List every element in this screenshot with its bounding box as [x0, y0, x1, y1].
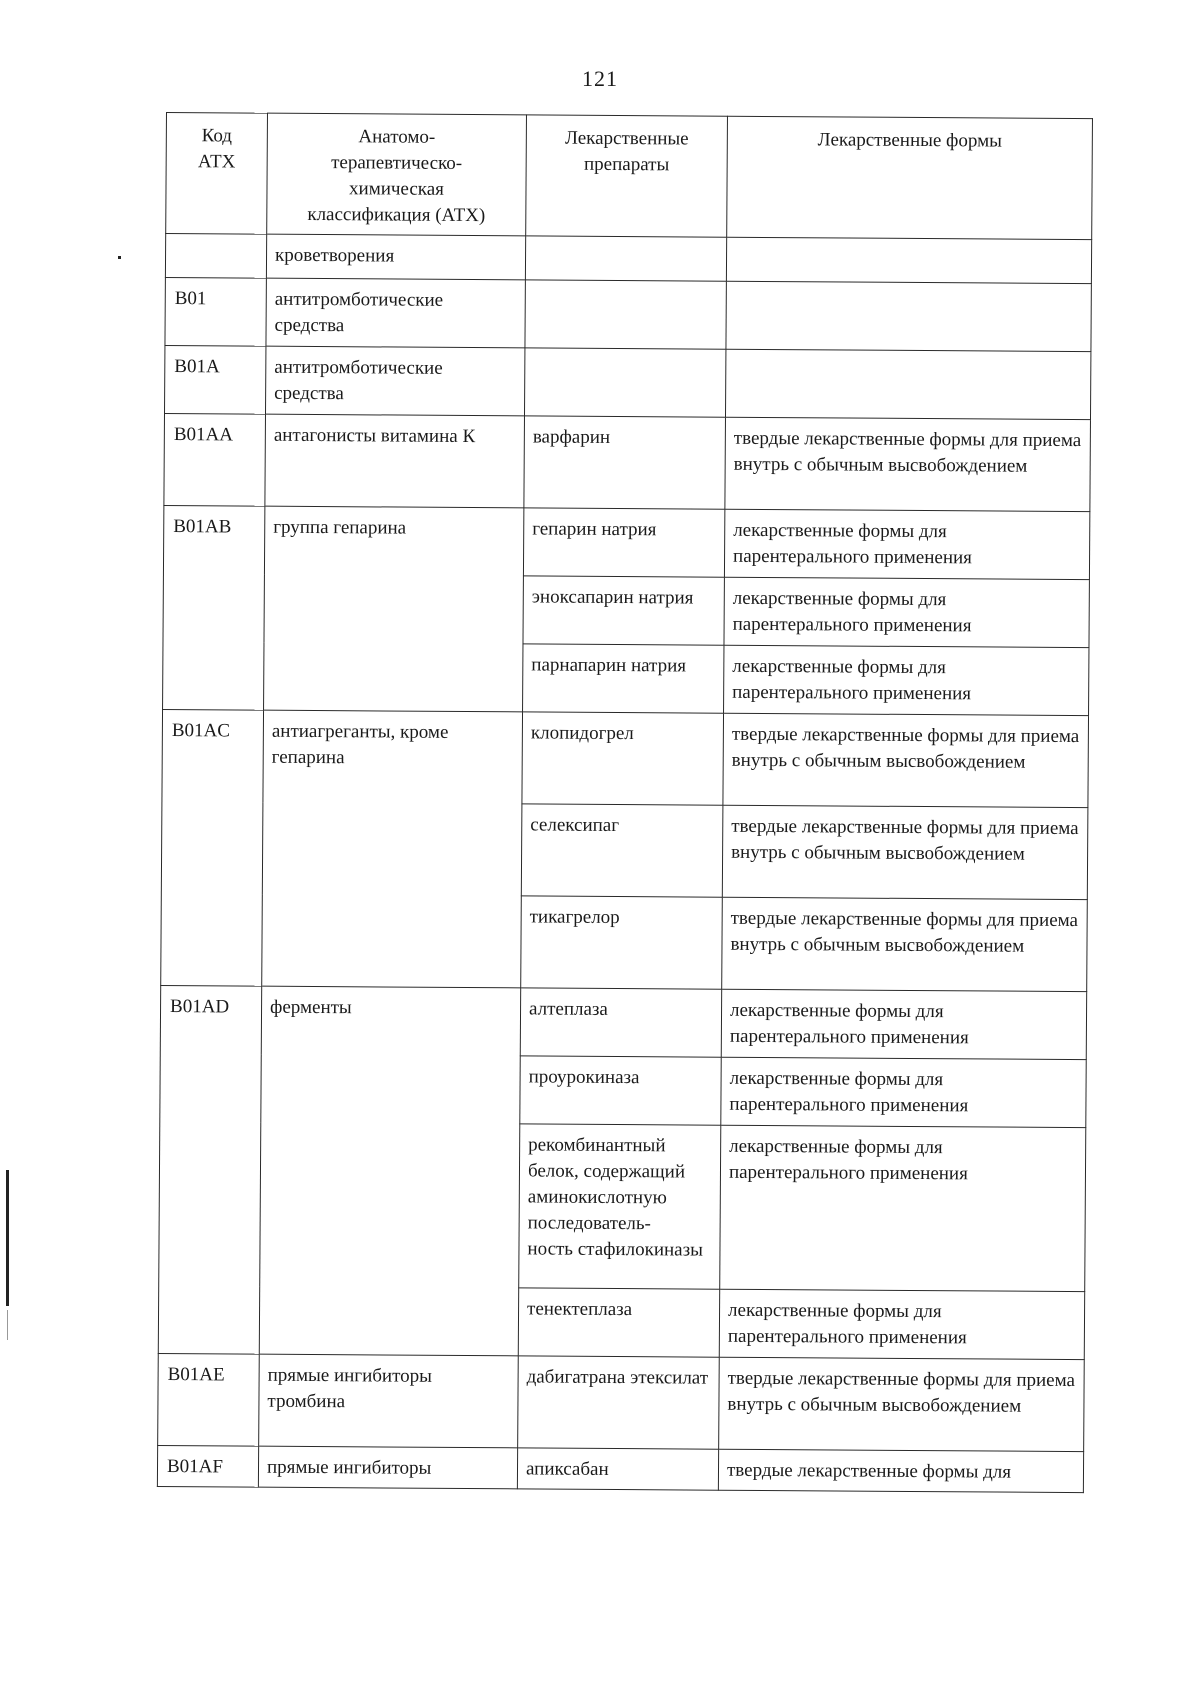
- dosage-form-cell: лекарственные формы для парентерального применения: [724, 577, 1089, 647]
- drug-cell: тикагрелор: [521, 896, 723, 989]
- table-row: [160, 985, 1086, 1059]
- atc-code-cell: B01AB: [163, 505, 265, 710]
- atc-drug-table: [157, 112, 1093, 1493]
- dosage-form-cell: твердые лекарственные формы для приема внутрь с обычным высвобождением: [725, 417, 1091, 511]
- header-drugs: Лекарственные препараты: [526, 115, 728, 237]
- atc-code-cell: B01AC: [161, 709, 264, 986]
- drug-cell: дабигатрана этексилат: [518, 1356, 720, 1449]
- dosage-form-cell: лекарственные формы для парентерального применения: [721, 1057, 1086, 1127]
- drug-cell: алтеплаза: [520, 988, 721, 1057]
- table-row: [165, 277, 1091, 351]
- classification-cell: антагонисты витамина К: [265, 414, 525, 508]
- classification-cell: антиагреганты, кроме гепарина: [262, 710, 523, 988]
- dosage-form-cell: твердые лекарственные формы для приема внутрь с обычным высвобождением: [723, 713, 1089, 807]
- scan-artifact-line-faint: [7, 1310, 8, 1340]
- table-row: [165, 234, 1091, 284]
- page-number: 121: [582, 66, 618, 91]
- drug-cell: варфарин: [524, 416, 726, 509]
- drug-cell: [525, 236, 726, 281]
- classification-cell: прямые ингибиторы: [258, 1446, 517, 1489]
- drug-cell: селексипаг: [521, 804, 723, 897]
- dosage-form-cell: твердые лекарственные формы для: [718, 1449, 1083, 1492]
- drug-cell: эноксапарин натрия: [523, 576, 724, 645]
- atc-code-cell: B01AE: [158, 1353, 260, 1446]
- dosage-form-cell: лекарственные формы для парентерального применения: [719, 1289, 1084, 1359]
- table-row: [164, 413, 1091, 511]
- classification-cell: прямые ингибиторы тромбина: [259, 1354, 519, 1448]
- drug-cell: проурокиназа: [520, 1056, 721, 1125]
- dosage-form-cell: лекарственные формы для парентерального применения: [724, 645, 1089, 715]
- drug-cell: апиксабан: [517, 1448, 718, 1490]
- table-row: [158, 1353, 1085, 1451]
- atc-code-cell: B01AA: [164, 413, 266, 506]
- dosage-form-cell: твердые лекарственные формы для приема внутрь с обычным высвобождением: [722, 897, 1088, 991]
- drug-cell: [525, 280, 726, 349]
- dosage-form-cell: лекарственные формы для парентерального применения: [720, 1125, 1086, 1291]
- drug-cell: тенектеплаза: [518, 1288, 719, 1357]
- table-row: [163, 505, 1089, 579]
- dosage-form-cell: твердые лекарственные формы для приема внутрь с обычным высвобождением: [722, 805, 1088, 899]
- classification-cell: кроветворения: [266, 234, 525, 280]
- dosage-form-cell: лекарственные формы для парентерального применения: [724, 509, 1089, 579]
- drug-cell: клопидогрел: [522, 712, 724, 805]
- header-forms: Лекарственные формы: [727, 116, 1093, 239]
- dosage-form-cell: твердые лекарственные формы для приема внутрь с обычным высвобождением: [719, 1357, 1085, 1451]
- classification-cell: антитромботические средства: [265, 346, 524, 416]
- scan-artifact-dot: [118, 256, 121, 259]
- atc-code-cell: [165, 234, 266, 279]
- atc-code-cell: B01AF: [157, 1445, 258, 1487]
- table-header-row: [166, 113, 1093, 240]
- header-code: Код АТХ: [166, 113, 268, 235]
- drug-cell: гепарин натрия: [523, 508, 724, 577]
- table-row: [162, 709, 1089, 807]
- drug-cell: [524, 348, 725, 417]
- table-row: [157, 1445, 1083, 1492]
- table-row: [165, 345, 1091, 419]
- dosage-form-cell: лекарственные формы для парентерального применения: [721, 989, 1086, 1059]
- header-classification: Анатомо- терапевтическо- химическая классификация (АТХ): [267, 113, 527, 236]
- scan-artifact-line: [6, 1170, 9, 1306]
- classification-cell: антитромботические средства: [266, 278, 525, 348]
- dosage-form-cell: [726, 281, 1091, 351]
- atc-code-cell: B01: [165, 277, 266, 346]
- table-body: [157, 234, 1091, 1493]
- drug-cell: парнапарин натрия: [523, 644, 724, 713]
- dosage-form-cell: [726, 237, 1091, 283]
- classification-cell: группа гепарина: [264, 506, 524, 712]
- dosage-form-cell: [725, 349, 1090, 419]
- drug-cell: рекомбинантный белок, содержащий аминокислотную последователь- ность стафилокиназы: [519, 1124, 721, 1289]
- atc-code-cell: B01AD: [158, 985, 261, 1354]
- atc-code-cell: B01A: [165, 345, 266, 414]
- classification-cell: ферменты: [259, 986, 520, 1356]
